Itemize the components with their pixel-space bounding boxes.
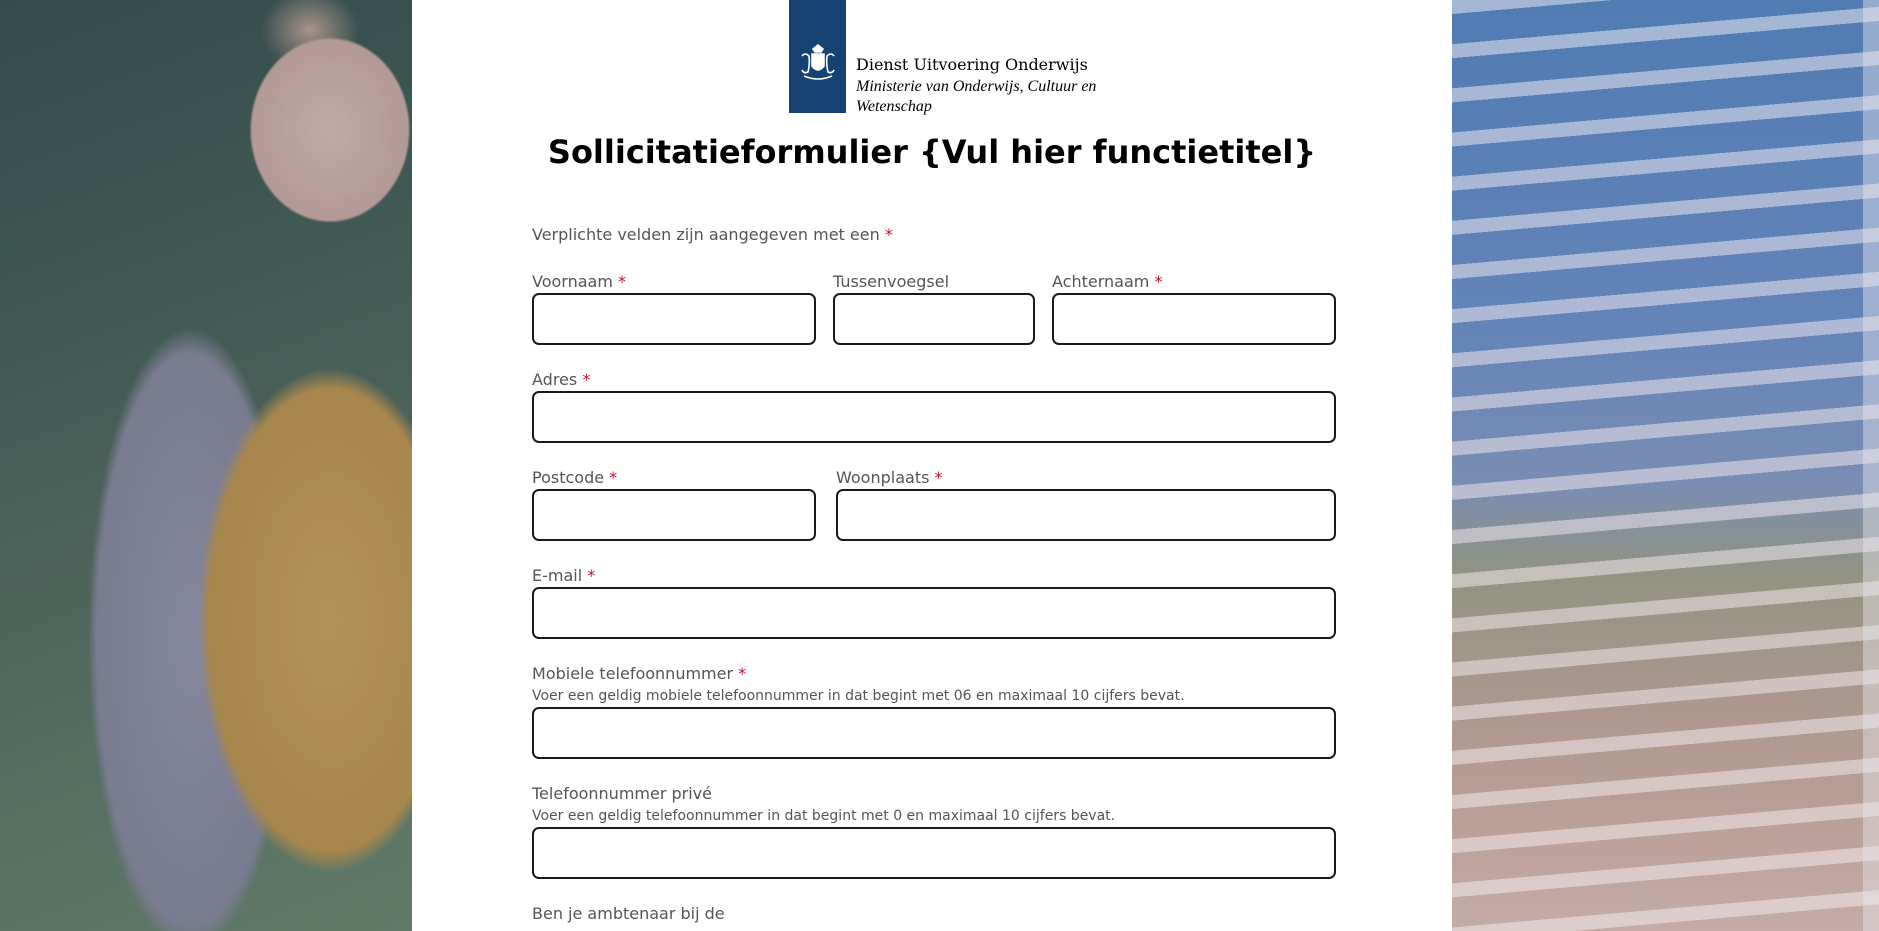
mobiel-label xyxy=(532,664,746,683)
logo-wordmark xyxy=(856,0,1096,117)
woonplaats-label xyxy=(836,468,943,487)
required-marker: * xyxy=(609,468,618,487)
mobiel-input[interactable] xyxy=(532,707,1336,759)
background-photo-left xyxy=(0,0,412,931)
coat-of-arms-icon xyxy=(796,44,840,84)
ambtenaar-label xyxy=(532,904,725,923)
tussenvoegsel-label xyxy=(833,272,949,291)
ministry-name-line2: Wetenschap xyxy=(856,98,932,115)
email-label xyxy=(532,566,595,585)
telefoon-prive-label-text: Telefoonnummer privé xyxy=(532,784,712,803)
postcode-label-text: Postcode xyxy=(532,468,605,487)
required-marker: * xyxy=(582,370,591,389)
achternaam-label xyxy=(1052,272,1162,291)
mobiel-hint: Voer een geldig mobiele telefoonnummer in dat begint met 06 en maximaal 10 cijfers bevat. xyxy=(532,688,1185,704)
required-note-text: Verplichte velden zijn aangegeven met een xyxy=(532,225,880,244)
required-marker: * xyxy=(587,566,596,585)
postcode-input[interactable] xyxy=(532,489,816,541)
required-marker: * xyxy=(884,225,893,244)
telefoon-prive-label xyxy=(532,784,712,803)
adres-label-text: Adres xyxy=(532,370,578,389)
org-name: Dienst Uitvoering Onderwijs xyxy=(856,55,1088,74)
scrollbar-track[interactable] xyxy=(1863,0,1879,931)
adres-label xyxy=(532,370,590,389)
voornaam-input[interactable] xyxy=(532,293,816,345)
required-marker: * xyxy=(738,664,747,683)
achternaam-input[interactable] xyxy=(1052,293,1336,345)
voornaam-label-text: Voornaam xyxy=(532,272,613,291)
voornaam-label xyxy=(532,272,626,291)
woonplaats-label-text: Woonplaats xyxy=(836,468,930,487)
form-panel xyxy=(412,0,1452,931)
tussenvoegsel-input[interactable] xyxy=(833,293,1035,345)
email-label-text: E-mail xyxy=(532,566,583,585)
telefoon-prive-hint: Voer een geldig telefoonnummer in dat begint met 0 en maximaal 10 cijfers bevat. xyxy=(532,808,1116,824)
achternaam-label-text: Achternaam xyxy=(1052,272,1150,291)
telefoon-prive-input[interactable] xyxy=(532,827,1336,879)
tussenvoegsel-label-text: Tussenvoegsel xyxy=(833,272,950,291)
logo-ribbon xyxy=(789,0,846,113)
required-marker: * xyxy=(618,272,627,291)
ambtenaar-label-text: Ben je ambtenaar bij de xyxy=(532,904,725,923)
background-photo-right xyxy=(1452,0,1879,931)
required-marker: * xyxy=(934,468,943,487)
rijksoverheid-logo xyxy=(789,0,1096,117)
page-title: Sollicitatieformulier {Vul hier functietitel} xyxy=(547,133,1317,171)
mobiel-label-text: Mobiele telefoonnummer xyxy=(532,664,734,683)
required-fields-note xyxy=(532,225,893,244)
email-input[interactable] xyxy=(532,587,1336,639)
ministry-name-line1: Ministerie van Onderwijs, Cultuur en xyxy=(856,78,1097,95)
adres-input[interactable] xyxy=(532,391,1336,443)
required-marker: * xyxy=(1154,272,1163,291)
woonplaats-input[interactable] xyxy=(836,489,1336,541)
postcode-label xyxy=(532,468,617,487)
